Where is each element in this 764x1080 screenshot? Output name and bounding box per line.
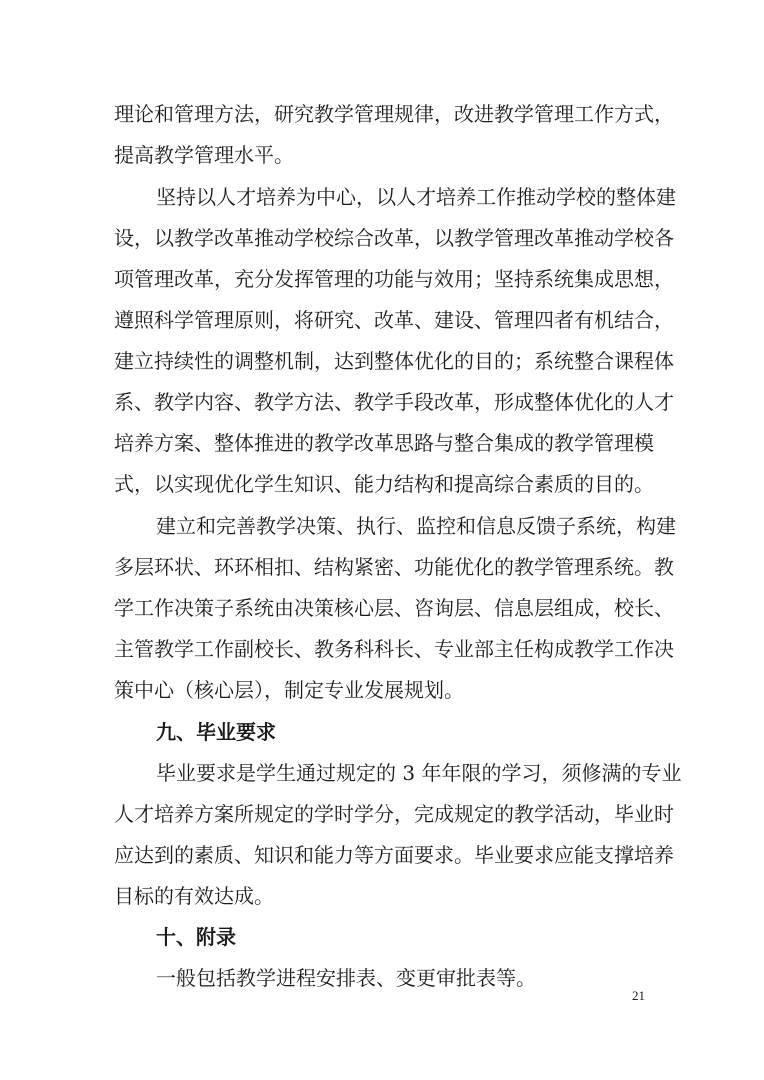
section-heading-graduation-requirements: 九、毕业要求 — [156, 720, 276, 744]
paragraph-line: 理论和管理方法，研究教学管理规律，改进教学管理工作方式， — [114, 102, 674, 126]
paragraph-line: 遵照科学管理原则，将研究、改革、建设、管理四者有机结合， — [114, 308, 674, 332]
page-number: 21 — [632, 988, 645, 1003]
paragraph-line: 建立和完善教学决策、执行、监控和信息反馈子系统，构建 — [156, 514, 676, 538]
paragraph-line: 式，以实现优化学生知识、能力结构和提高综合素质的目的。 — [114, 472, 654, 496]
paragraph-line: 系、教学内容、教学方法、教学手段改革，形成整体优化的人才 — [114, 390, 674, 414]
paragraph-line: 目标的有效达成。 — [114, 884, 274, 908]
paragraph-line: 主管教学工作副校长、教务科科长、专业部主任构成教学工作决 — [114, 637, 674, 661]
paragraph-line: 人才培养方案所规定的学时学分，完成规定的教学活动，毕业时 — [114, 802, 674, 826]
paragraph-line: 多层环状、环环相扣、结构紧密、功能优化的教学管理系统。教 — [114, 555, 674, 579]
paragraph-line: 坚持以人才培养为中心，以人才培养工作推动学校的整体建 — [156, 185, 676, 209]
paragraph-line: 学工作决策子系统由决策核心层、咨询层、信息层组成，校长、 — [114, 596, 674, 620]
paragraph-line: 培养方案、整体推进的教学改革思路与整合集成的教学管理模 — [114, 431, 654, 455]
paragraph-line: 设，以教学改革推动学校综合改革，以教学管理改革推动学校各 — [114, 226, 674, 250]
paragraph-line: 项管理改革，充分发挥管理的功能与效用；坚持系统集成思想， — [114, 267, 674, 291]
paragraph-line: 毕业要求是学生通过规定的 3 年年限的学习，须修满的专业 — [156, 761, 682, 785]
paragraph-line: 建立持续性的调整机制，达到整体优化的目的；系统整合课程体 — [114, 349, 674, 373]
paragraph-line: 策中心（核心层），制定专业发展规划。 — [114, 678, 464, 702]
paragraph-line: 应达到的素质、知识和能力等方面要求。毕业要求应能支撑培养 — [114, 843, 674, 867]
paragraph-line: 提高教学管理水平。 — [114, 143, 294, 167]
section-heading-appendix: 十、附录 — [156, 925, 236, 949]
paragraph-line: 一般包括教学进程安排表、变更审批表等。 — [156, 966, 536, 990]
